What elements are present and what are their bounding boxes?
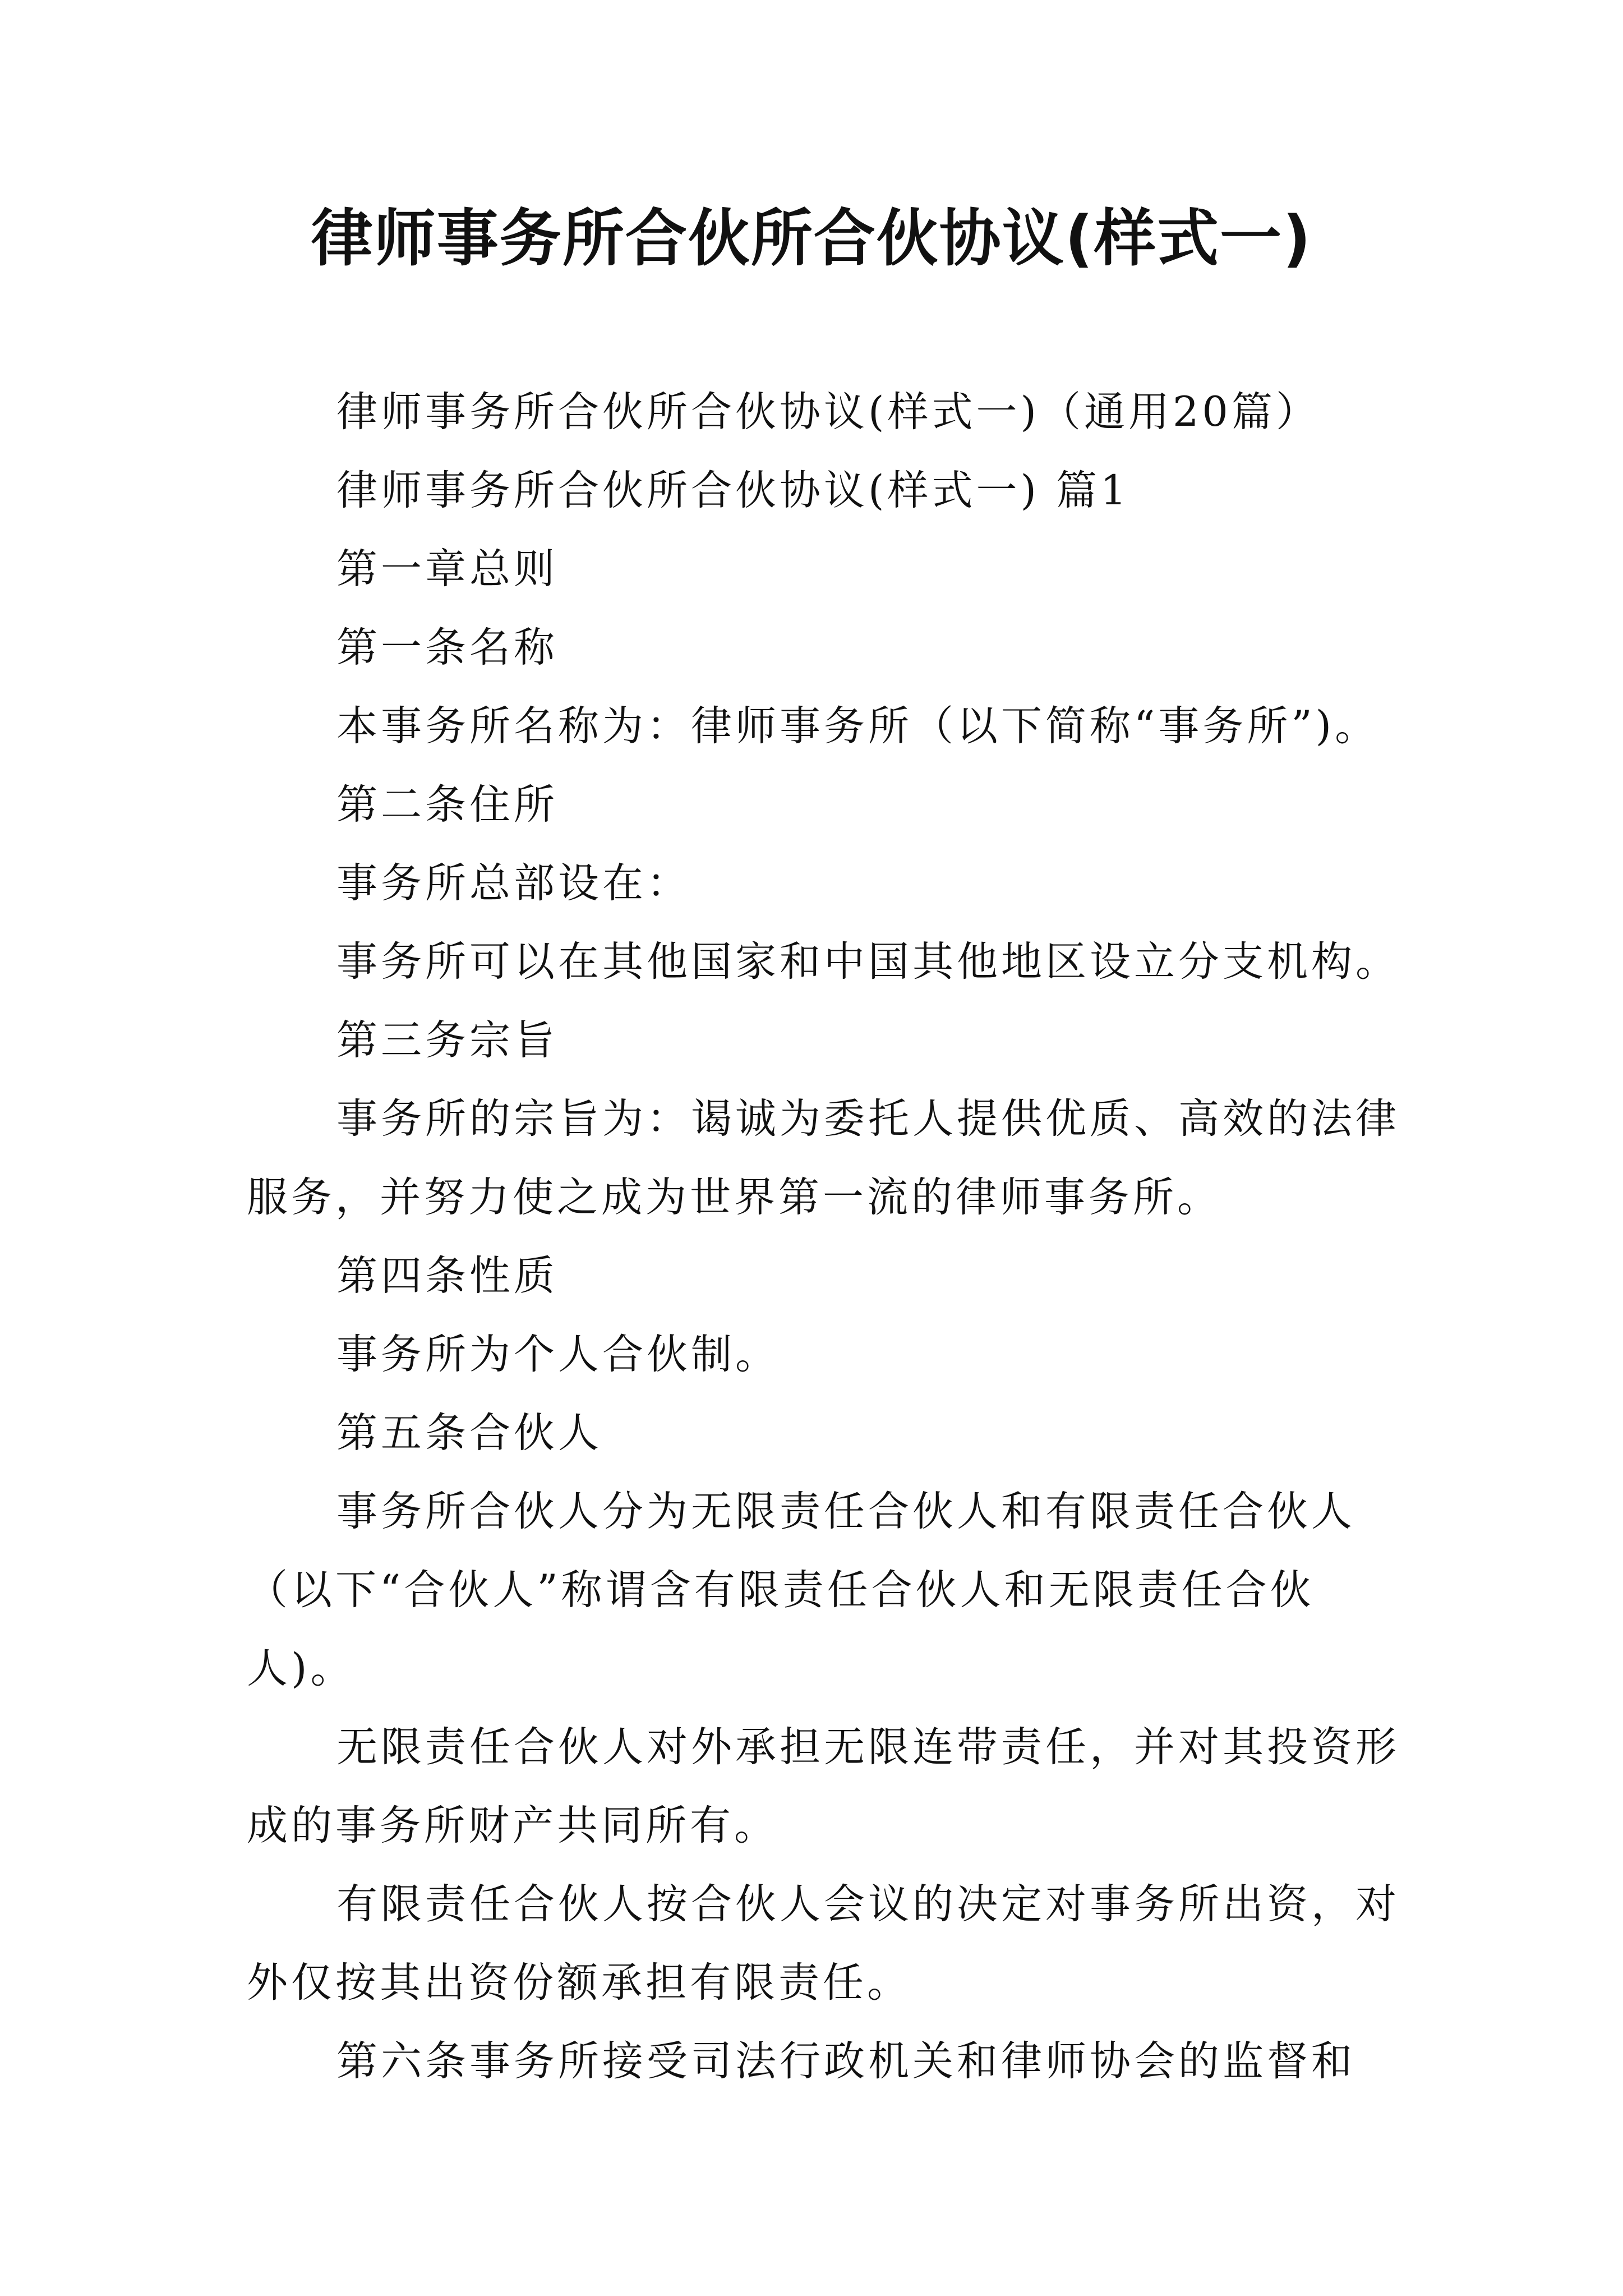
article-heading: 第二条住所	[336, 781, 558, 829]
paragraph-line: 事务所可以在其他国家和中国其他地区设立分支机构。	[336, 938, 1400, 986]
paragraph-line: （以下“合伙人”称谓含有限责任合伙人和无限责任合伙	[247, 1566, 1315, 1614]
paragraph-line: 无限责任合伙人对外承担无限连带责任，并对其投资形	[336, 1723, 1400, 1771]
article-heading: 第五条合伙人	[336, 1409, 602, 1457]
paragraph-line: 外仅按其出资份额承担有限责任。	[247, 1959, 911, 2007]
article-heading: 第三务宗旨	[336, 1016, 558, 1064]
document-title: 律师事务所合伙所合伙协议(样式一)	[311, 203, 1312, 274]
paragraph-line: 第六条事务所接受司法行政机关和律师协会的监督和	[336, 2037, 1355, 2085]
paragraph-line: 服务，并努力使之成为世界第一流的律师事务所。	[247, 1174, 1221, 1221]
paragraph-line: 事务所为个人合伙制。	[336, 1331, 780, 1378]
paragraph-line: 本事务所名称为：律师事务所（以下简称“事务所”)。	[336, 702, 1380, 750]
section-heading: 律师事务所合伙所合伙协议(样式一) 篇1	[336, 467, 1130, 514]
chapter-heading: 第一章总则	[336, 545, 558, 593]
paragraph-line: 有限责任合伙人按合伙人会议的决定对事务所出资，对	[336, 1880, 1400, 1928]
paragraph-line: 事务所的宗旨为：谒诚为委托人提供优质、高效的法律	[336, 1095, 1400, 1143]
subtitle-line: 律师事务所合伙所合伙协议(样式一)（通用20篇）	[336, 388, 1320, 436]
article-heading: 第一条名称	[336, 624, 558, 671]
paragraph-line: 人)。	[247, 1645, 355, 1692]
paragraph-line: 事务所总部设在：	[336, 859, 691, 907]
paragraph-line: 成的事务所财产共同所有。	[247, 1802, 778, 1849]
paragraph-line: 事务所合伙人分为无限责任合伙人和有限责任合伙人	[336, 1488, 1355, 1535]
article-heading: 第四条性质	[336, 1252, 558, 1300]
